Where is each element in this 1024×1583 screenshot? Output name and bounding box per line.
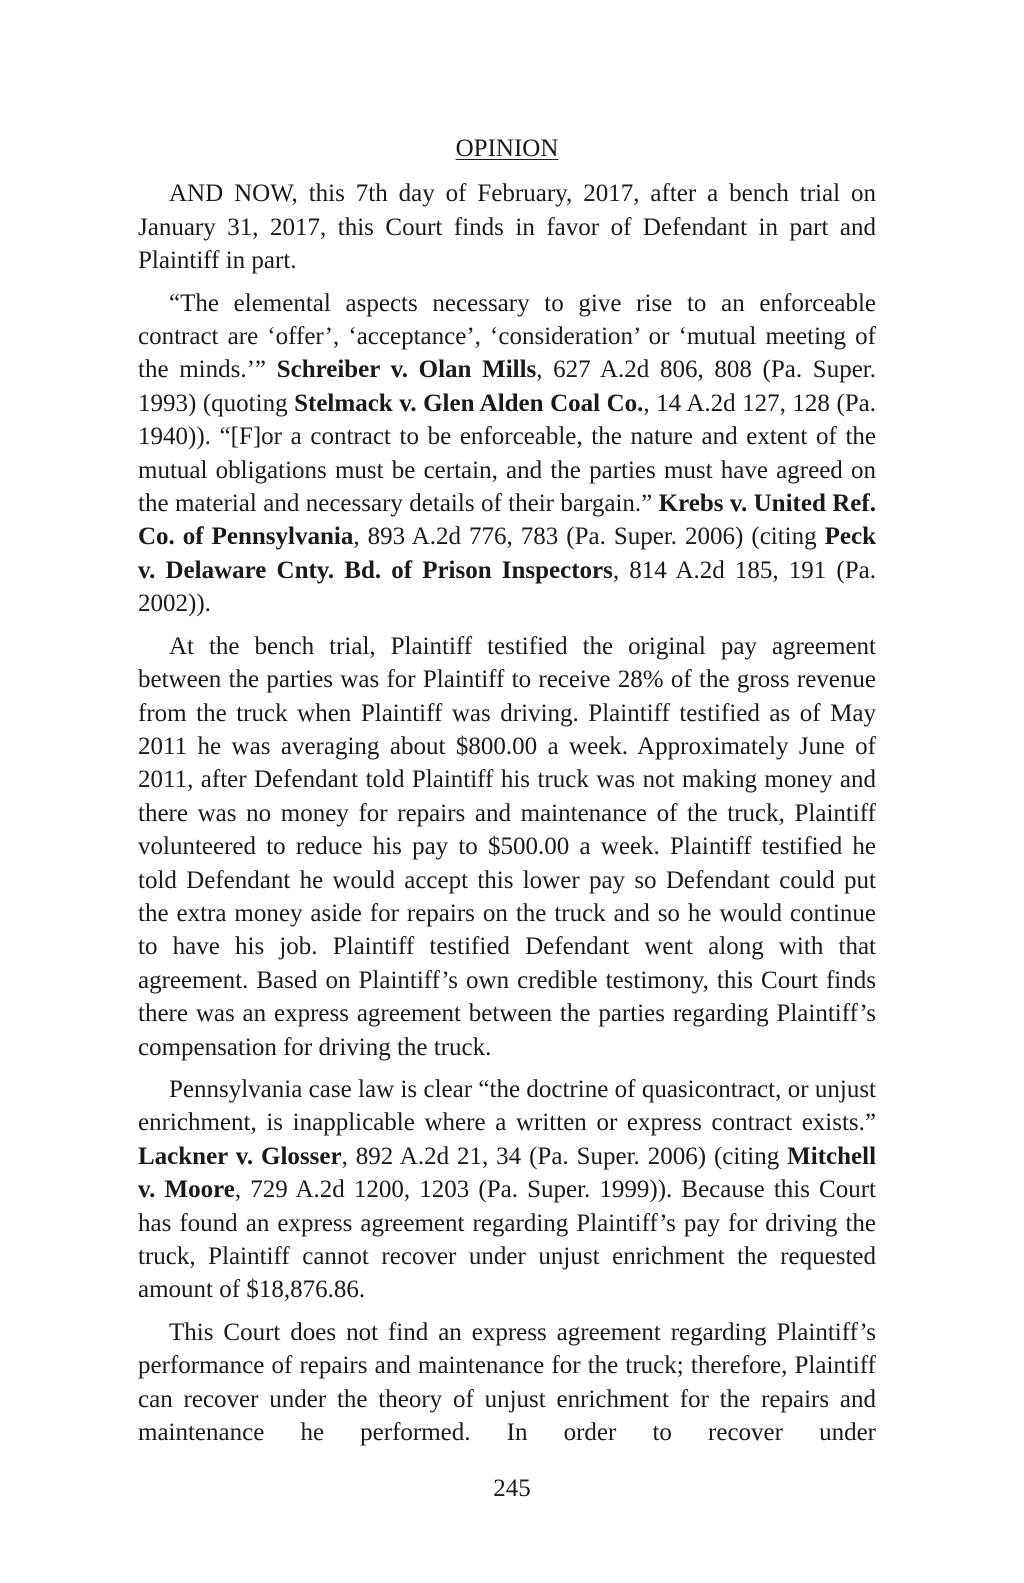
case-citation-name: Krebs v. United Ref. Co. of Pennsylvania bbox=[138, 490, 876, 551]
case-citation-name: Peck v. Delaware Cnty. Bd. of Prison Inspectors bbox=[138, 523, 876, 584]
paragraph-text-run: , 627 A.2d 806, 808 (Pa. Super. 1993) (quoting bbox=[138, 356, 876, 417]
case-citation-name: Mitchell v. Moore bbox=[138, 1142, 877, 1204]
case-citation-name: Lackner v. Glosser bbox=[138, 1142, 342, 1170]
paragraph-repairs-maintenance bbox=[138, 1316, 876, 1450]
paragraph-contract-elements bbox=[138, 287, 876, 621]
opinion-heading bbox=[138, 132, 876, 165]
opinion-body bbox=[138, 132, 876, 1458]
paragraph-text-run: Pennsylvania case law is clear “the doctrine of quasicontract, or unjust enrichment, is inapplicable where a written or express contract exists.” bbox=[138, 1075, 876, 1137]
paragraph-text-run: At the bench trial, Plaintiff testified the original pay agreement between the parties was for Plaintiff to receive 28% of the gross revenue from the truck when Plaintiff was driving. Plaintiff testified as of May 2011 he was averaging about $800.00 a week. Approximately June of 2011, after Defendant told Plaintiff his truck was not making money and there was no money for repairs and maintenance of the truck, Plaintiff volunteered to reduce his pay to $500.00 a week. Plaintiff testified he told Defendant he would accept this lower pay so Defendant could put the extra money aside for repairs on the truck and so he would continue to have his job. Plaintiff testified Defendant went along with that agreement. Based on Plaintiff’s own credible testimony, this Court finds there was an express agreement between the parties regarding Plaintiff’s compensation for driving the truck. bbox=[138, 632, 876, 1061]
paragraph-text-run: , 814 A.2d 185, 191 (Pa. 2002)). bbox=[138, 556, 876, 618]
paragraph-unjust-enrichment-law bbox=[138, 1073, 876, 1307]
paragraph-text-run: This Court does not find an express agreement regarding Plaintiff’s performance of repairs and maintenance for the truck; therefore, Plaintiff can recover under the theory of unjust enrichment for the repairs and maintenance he performed. In order to recover under bbox=[138, 1318, 876, 1447]
paragraph-text-run: , 14 A.2d 127, 128 (Pa. 1940)). “[F]or a contract to be enforceable, the nature and extent of the mutual obligations must be certain, and the parties must have agreed on the material and necessary details of their bargain.” bbox=[138, 389, 877, 518]
page-number: 245 bbox=[493, 1475, 531, 1502]
paragraph-text-run: , 893 A.2d 776, 783 (Pa. Super. 2006) (citing bbox=[353, 523, 825, 551]
opinion-heading-text: OPINION bbox=[455, 135, 559, 162]
case-citation-name: Schreiber v. Olan Mills bbox=[276, 356, 537, 384]
paragraph-bench-trial-testimony bbox=[138, 630, 876, 1064]
paragraph-text-run: “The elemental aspects necessary to give rise to an enforceable contract are ‘offer’, ‘acceptance’, ‘consideration’ or ‘mutual meeting of the minds.’” bbox=[138, 289, 876, 384]
paragraph-text-run: AND NOW, this 7th day of February, 2017, after a bench trial on January 31, 2017, this Court finds in favor of Defendant in part and Plaintiff in part. bbox=[138, 180, 876, 275]
paragraph-text-run: , 729 A.2d 1200, 1203 (Pa. Super. 1999)). Because this Court has found an express agreement regarding Plaintiff’s pay for driving the truck, Plaintiff cannot recover under unjust enrichment the requested amount of $18,876.86. bbox=[138, 1176, 877, 1304]
case-citation-name: Stelmack v. Glen Alden Coal Co. bbox=[294, 389, 644, 417]
paragraph-text-run: , 892 A.2d 21, 34 (Pa. Super. 2006) (citing bbox=[341, 1142, 788, 1170]
paragraph-intro bbox=[138, 177, 876, 277]
